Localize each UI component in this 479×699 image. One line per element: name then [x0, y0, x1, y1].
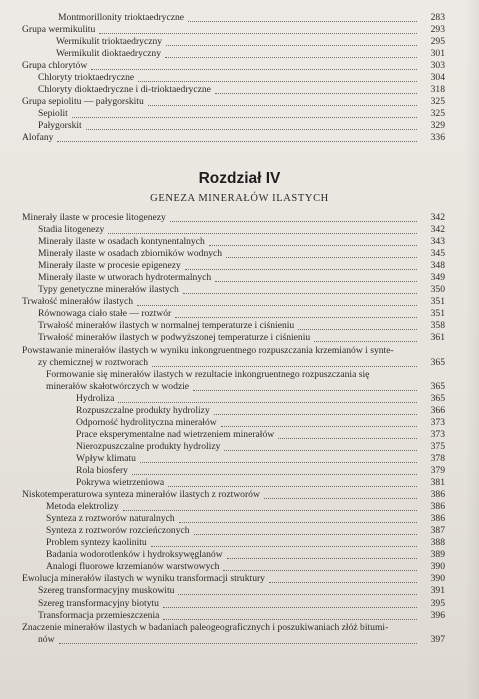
- toc-entry-title: Chloryty dioktaedryczne i di-trioktaedryczne: [38, 84, 211, 95]
- toc-entry: [0, 96, 479, 108]
- toc-leader-dots: [91, 69, 417, 70]
- toc-entry: [0, 369, 479, 393]
- toc-entry: [0, 284, 479, 296]
- toc-leader-dots: [59, 643, 417, 644]
- toc-entry: [0, 212, 479, 224]
- toc-leader-dots: [278, 438, 417, 439]
- toc-entry-page-number: 386: [430, 489, 445, 501]
- toc-entry-page-number: 373: [430, 428, 445, 440]
- toc-entry-page-number: 389: [430, 549, 445, 561]
- toc-entry: [0, 320, 479, 332]
- toc-entry-title: Grupa sepiolitu — pałygorskitu: [22, 96, 144, 107]
- toc-entry-page-number: 390: [430, 573, 445, 585]
- toc-entry-page-number: 390: [430, 561, 445, 573]
- toc-entry-page-number: 350: [430, 284, 445, 296]
- toc-leader-dots: [178, 594, 417, 595]
- toc-leader-dots: [188, 21, 417, 22]
- toc-leader-dots: [99, 33, 417, 34]
- toc-entry: [0, 465, 479, 477]
- toc-leader-dots: [193, 390, 417, 391]
- toc-entry-title: Typy genetyczne minerałów ilastych: [38, 284, 179, 296]
- toc-entry: [0, 417, 479, 429]
- toc-entry-title: Znaczenie minerałów ilastych w badaniach paleogeograficznych i poszukiwaniach złóż bitumi-: [22, 621, 389, 633]
- toc-entry-title: Minerały ilaste w procesie litogenezy: [22, 212, 166, 223]
- toc-leader-dots: [163, 619, 417, 620]
- toc-entry-title: Synteza z roztworów naturalnych: [46, 513, 175, 525]
- toc-leader-dots: [163, 607, 417, 608]
- toc-leader-dots: [314, 341, 417, 342]
- toc-entry-title: Badania wodorotlenków i hydroksywęglanów: [46, 549, 223, 561]
- toc-entry-page-number: 342: [430, 224, 445, 236]
- toc-entry: [0, 272, 479, 284]
- toc-entry: [0, 585, 479, 597]
- toc-leader-dots: [183, 293, 417, 294]
- toc-leader-dots: [118, 402, 417, 403]
- toc-entry-title: Wermikulit dioktaedryczny: [56, 48, 161, 59]
- toc-entry-page-number: 301: [430, 48, 445, 59]
- toc-entry-page-number: 365: [430, 392, 445, 404]
- toc-entry-title: Minerały ilaste w procesie epigenezy: [38, 260, 181, 272]
- toc-entry-page-number: 366: [430, 404, 445, 416]
- toc-entry: [0, 224, 479, 236]
- toc-entry: [0, 308, 479, 320]
- toc-entry: [0, 296, 479, 308]
- toc-entry-title: Szereg transformacyjny muskowitu: [38, 585, 175, 597]
- toc-leader-dots: [179, 522, 417, 523]
- toc-entry-page-number: 295: [430, 36, 445, 47]
- toc-entry: [0, 561, 479, 573]
- toc-leader-dots: [215, 93, 417, 94]
- toc-entry: [0, 573, 479, 585]
- toc-entry-page-number: 345: [430, 248, 445, 260]
- toc-leader-dots: [86, 129, 417, 130]
- toc-entry-title: Pałygorskit: [38, 120, 82, 131]
- toc-entry-page-number: 293: [430, 24, 445, 35]
- toc-entry-page-number: 303: [430, 60, 445, 71]
- toc-entry: [0, 489, 479, 501]
- toc-top-section: [0, 12, 479, 144]
- toc-entry-title: Sepiolit: [38, 108, 68, 119]
- toc-entry: [0, 453, 479, 465]
- toc-leader-dots: [223, 570, 417, 571]
- toc-leader-dots: [108, 233, 417, 234]
- toc-entry: [0, 36, 479, 48]
- toc-entry: [0, 513, 479, 525]
- toc-entry: [0, 48, 479, 60]
- toc-leader-dots: [226, 257, 417, 258]
- toc-entry: [0, 248, 479, 260]
- toc-entry: [0, 598, 479, 610]
- toc-leader-dots: [194, 534, 417, 535]
- toc-entry-page-number: 397: [430, 633, 445, 645]
- toc-leader-dots: [170, 221, 417, 222]
- toc-entry-title: Trwałość minerałów ilastych: [22, 296, 134, 308]
- toc-entry: [0, 108, 479, 120]
- toc-entry-page-number: 365: [430, 380, 445, 392]
- toc-entry-title: Grupa chlorytów: [22, 60, 88, 71]
- toc-entry-title: Wermikulit trioktaedryczny: [56, 36, 163, 47]
- toc-entry-page-number: 318: [430, 84, 445, 95]
- toc-entry-page-number: 336: [430, 132, 445, 143]
- toc-entry-page-number: 387: [430, 525, 445, 537]
- toc-leader-dots: [57, 141, 417, 142]
- toc-entry-title: Analogi fluorowe krzemianów warstwowych: [46, 561, 220, 573]
- toc-entry-page-number: 325: [430, 96, 445, 107]
- toc-entry-page-number: 343: [430, 236, 445, 248]
- toc-entry-page-number: 348: [430, 260, 445, 272]
- toc-entry-title: Grupa wermikulitu: [22, 24, 96, 35]
- toc-entry: [0, 393, 479, 405]
- toc-entry-page-number: 375: [430, 440, 445, 452]
- toc-leader-dots: [168, 486, 417, 487]
- toc-entry-page-number: 304: [430, 72, 445, 83]
- toc-entry-title: Montmorillonity trioktaedryczne: [58, 12, 185, 23]
- toc-entry: [0, 345, 479, 369]
- toc-leader-dots: [185, 269, 417, 270]
- toc-main-section: [0, 212, 479, 646]
- toc-entry: [0, 429, 479, 441]
- toc-entry-title: Synteza z roztworów rozcieńczonych: [46, 525, 190, 537]
- toc-entry-title: Równowaga ciało stałe — roztwór: [38, 308, 172, 320]
- toc-entry-title: Hydroliza: [76, 392, 115, 404]
- toc-entry-page-number: 342: [430, 212, 445, 223]
- toc-entry-page-number: 351: [430, 308, 445, 320]
- toc-entry: [0, 405, 479, 417]
- toc-leader-dots: [148, 105, 417, 106]
- toc-entry: [0, 120, 479, 132]
- toc-entry: [0, 501, 479, 513]
- toc-entry-title: Transformacja przemieszczenia: [38, 609, 160, 621]
- toc-leader-dots: [72, 117, 417, 118]
- toc-leader-dots: [214, 414, 417, 415]
- toc-entry-page-number: 361: [430, 332, 445, 344]
- toc-entry-title: Odporność hydrolityczna minerałów: [76, 416, 217, 428]
- toc-entry: [0, 236, 479, 248]
- page-edge-shadow: [465, 0, 479, 699]
- toc-entry: [0, 132, 479, 144]
- toc-entry-page-number: 388: [430, 537, 445, 549]
- toc-entry: [0, 525, 479, 537]
- toc-entry-title: Minerały ilaste w osadach kontynentalnych: [38, 236, 205, 248]
- toc-entry-title-continued: minerałów skałotwórczych w wodzie: [46, 380, 190, 392]
- toc-entry: [0, 12, 479, 24]
- toc-entry-title: Rozpuszczalne produkty hydrolizy: [76, 404, 210, 416]
- toc-entry-page-number: 391: [430, 585, 445, 597]
- toc-entry-title: Powstawanie minerałów ilastych w wyniku inkongruentnego rozpuszczania krzemianów i synte-: [22, 344, 394, 356]
- toc-entry-title: Minerały ilaste w osadach zbiorników wodnych: [38, 248, 223, 260]
- toc-entry: [0, 84, 479, 96]
- toc-entry: [0, 549, 479, 561]
- toc-entry-page-number: 329: [430, 120, 445, 131]
- toc-entry-title: Trwałość minerałów ilastych w normalnej temperaturze i ciśnieniu: [38, 320, 295, 332]
- toc-entry-title-continued: zy chemicznej w roztworach: [38, 356, 149, 368]
- toc-leader-dots: [227, 558, 417, 559]
- toc-entry-title: Trwałość minerałów ilastych w podwyższonej temperaturze i ciśnieniu: [38, 332, 311, 344]
- toc-entry-page-number: 379: [430, 464, 445, 476]
- toc-entry-page-number: 365: [430, 356, 445, 368]
- toc-entry: [0, 622, 479, 646]
- toc-entry-page-number: 395: [430, 597, 445, 609]
- toc-entry-title: Stadia litogenezy: [38, 224, 105, 236]
- toc-entry: [0, 610, 479, 622]
- toc-leader-dots: [140, 462, 417, 463]
- toc-entry-page-number: 396: [430, 609, 445, 621]
- toc-entry: [0, 332, 479, 344]
- toc-entry: [0, 72, 479, 84]
- toc-entry-title: Metoda elektrolizy: [46, 501, 119, 513]
- toc-entry-page-number: 349: [430, 272, 445, 284]
- toc-entry-page-number: 378: [430, 452, 445, 464]
- toc-entry: [0, 537, 479, 549]
- toc-entry-page-number: 283: [430, 12, 445, 23]
- toc-entry-title: Ewolucja minerałów ilastych w wyniku transformacji struktury: [22, 573, 265, 585]
- toc-entry-page-number: 381: [430, 477, 445, 489]
- toc-entry-page-number: 325: [430, 108, 445, 119]
- toc-entry-title: Wpływ klimatu: [76, 452, 136, 464]
- toc-leader-dots: [264, 498, 417, 499]
- toc-entry-title: Rola biosfery: [76, 464, 128, 476]
- toc-leader-dots: [151, 546, 417, 547]
- toc-entry: [0, 441, 479, 453]
- toc-leader-dots: [215, 281, 417, 282]
- toc-entry: [0, 260, 479, 272]
- toc-entry-title: Prace eksperymentalne nad wietrzeniem minerałów: [76, 428, 275, 440]
- toc-leader-dots: [209, 245, 417, 246]
- toc-entry-page-number: 373: [430, 416, 445, 428]
- toc-entry-title-continued: nów: [38, 633, 55, 645]
- toc-leader-dots: [152, 366, 417, 367]
- toc-entry: [0, 24, 479, 36]
- toc-leader-dots: [298, 329, 417, 330]
- toc-entry: [0, 60, 479, 72]
- chapter-subtitle: GENEZA MINERAŁÓW ILASTYCH: [150, 193, 329, 204]
- toc-leader-dots: [224, 450, 417, 451]
- toc-entry-title: Chloryty trioktaedryczne: [38, 72, 135, 83]
- toc-leader-dots: [221, 426, 417, 427]
- toc-entry-title: Niskotemperaturowa synteza minerałów ilastych z roztworów: [22, 489, 260, 501]
- toc-entry-title: Alofany: [22, 132, 54, 143]
- toc-leader-dots: [137, 305, 417, 306]
- toc-leader-dots: [132, 474, 417, 475]
- toc-entry-page-number: 386: [430, 513, 445, 525]
- chapter-title: Rozdział IV: [198, 170, 281, 187]
- toc-leader-dots: [166, 45, 417, 46]
- toc-entry-title: Problem syntezy kaolinitu: [46, 537, 147, 549]
- toc-leader-dots: [138, 81, 417, 82]
- toc-entry-title: Formowanie się minerałów ilastych w rezultacie inkongruentnego rozpuszczania się: [46, 368, 370, 380]
- toc-entry: [0, 477, 479, 489]
- toc-entry-title: Pokrywa wietrzeniowa: [76, 477, 165, 489]
- toc-entry-title: Nierozpuszczalne produkty hydrolizy: [76, 440, 221, 452]
- toc-entry-title: Minerały ilaste w utworach hydrotermalnych: [38, 272, 212, 284]
- toc-leader-dots: [269, 582, 417, 583]
- toc-entry-page-number: 351: [430, 296, 445, 308]
- toc-leader-dots: [175, 317, 417, 318]
- toc-leader-dots: [165, 57, 417, 58]
- toc-entry-page-number: 386: [430, 501, 445, 513]
- toc-leader-dots: [123, 510, 417, 511]
- toc-entry-page-number: 358: [430, 320, 445, 332]
- toc-entry-title: Szereg transformacyjny biotytu: [38, 597, 159, 609]
